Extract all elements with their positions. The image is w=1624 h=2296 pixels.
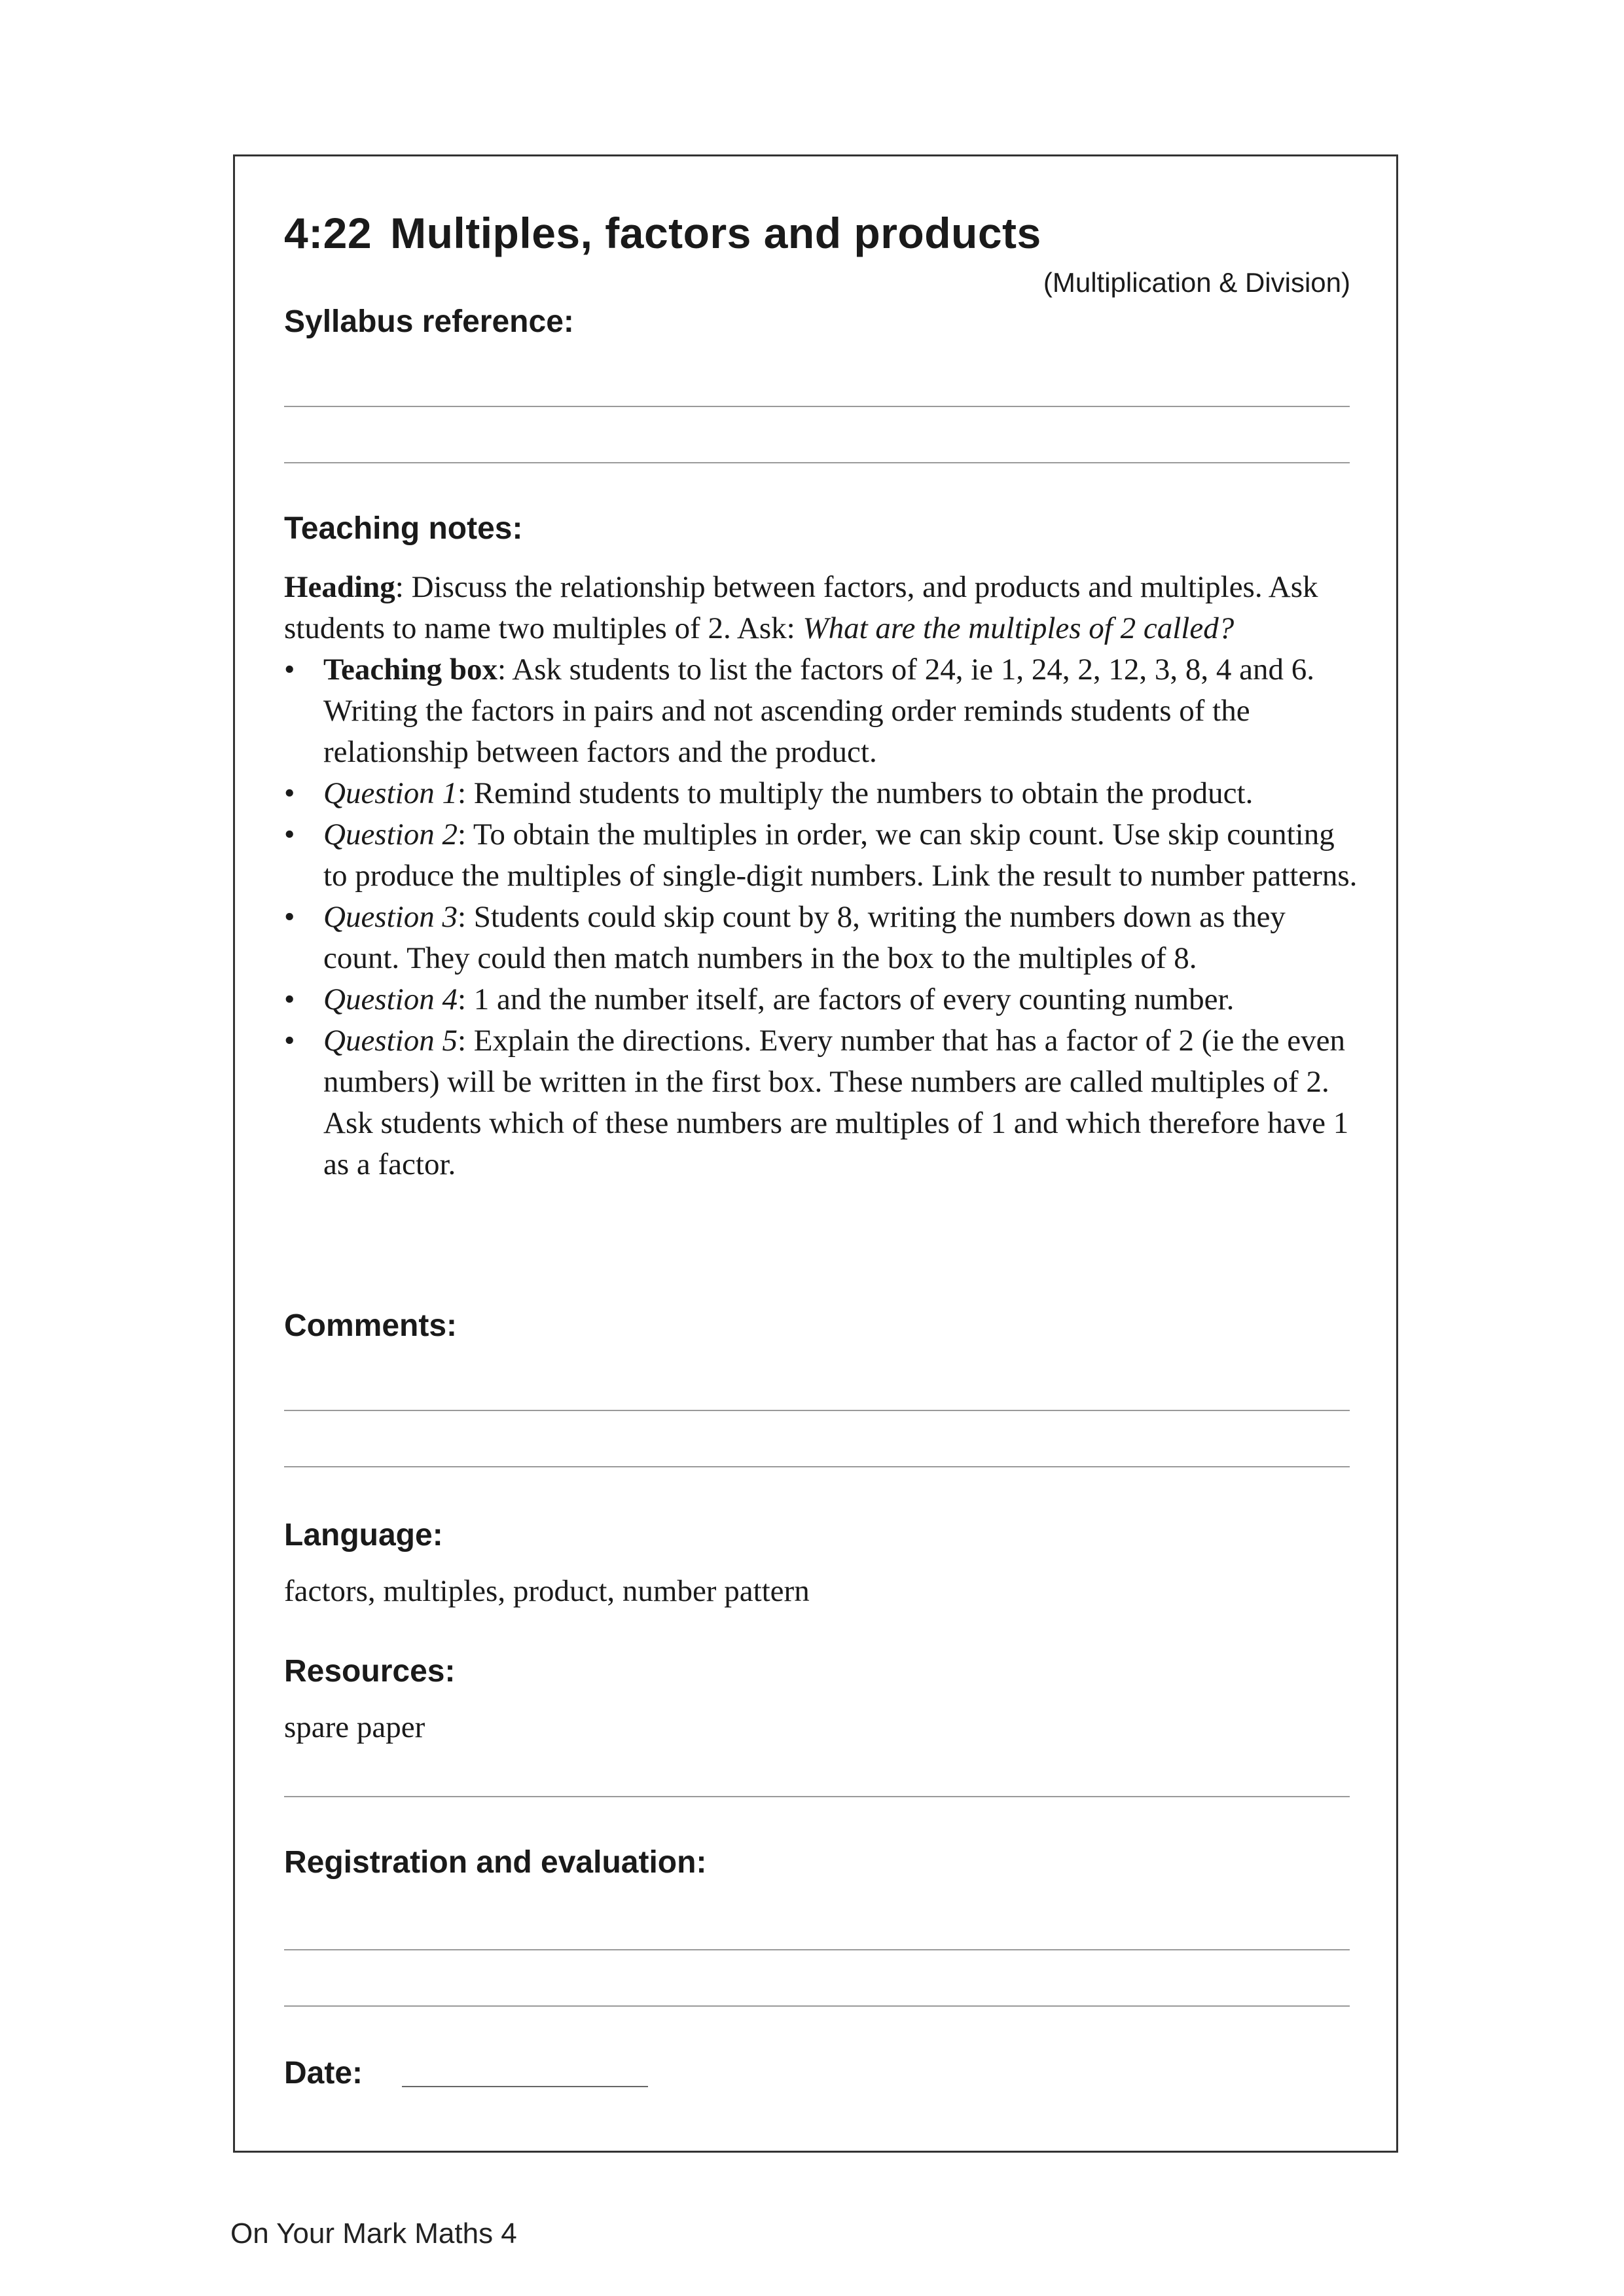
comments-line-1[interactable] — [284, 1410, 1350, 1411]
notes-intro — [284, 567, 1358, 649]
language-heading: Language: — [284, 1518, 443, 1552]
bullet-icon: • — [284, 817, 295, 852]
intro-text: : Discuss the relationship between factors, and products and multiples. Ask students to name two multiples of 2. Ask: — [284, 570, 1318, 645]
bullet-text: : 1 and the number itself, are factors of every counting number. — [457, 982, 1235, 1016]
language-text: factors, multiples, product, number pattern — [284, 1574, 810, 1608]
bullet-lead: Question 3 — [323, 900, 458, 934]
list-item — [284, 773, 1358, 814]
bullet-lead: Question 2 — [323, 817, 458, 852]
lesson-title: Multiples, factors and products — [390, 209, 1041, 257]
registration-line-2[interactable] — [284, 2005, 1350, 2007]
resources-line[interactable] — [284, 1796, 1350, 1797]
resources-heading: Resources: — [284, 1654, 456, 1689]
syllabus-line-1[interactable] — [284, 406, 1350, 407]
bullet-text: : Students could skip count by 8, writing the numbers down as they count. They could then match numbers in the box to the multiples of 8. — [323, 900, 1286, 975]
bullet-icon: • — [284, 776, 295, 810]
bullet-icon: • — [284, 653, 295, 687]
bullet-text: : Ask students to list the factors of 24, ie 1, 24, 2, 12, 3, 8, 4 and 6. Writing the factors in pairs and not ascending order reminds students of the relationship between factors and the product. — [323, 653, 1314, 769]
date-label: Date: — [284, 2056, 363, 2090]
teaching-notes-heading: Teaching notes: — [284, 511, 523, 546]
bullet-lead: Question 4 — [323, 982, 458, 1016]
bullet-icon: • — [284, 982, 295, 1016]
resources-text: spare paper — [284, 1710, 425, 1744]
comments-line-2[interactable] — [284, 1466, 1350, 1467]
teaching-notes-body — [284, 567, 1358, 1185]
list-item — [284, 979, 1358, 1020]
date-field[interactable] — [402, 2086, 648, 2087]
bullet-lead: Question 1 — [323, 776, 458, 810]
page-title — [284, 208, 1041, 258]
list-item — [284, 814, 1358, 897]
list-item — [284, 649, 1358, 773]
bullet-text: : Explain the directions. Every number that has a factor of 2 (ie the even numbers) will be written in the first box. These numbers are called multiples of 2. Ask students which of these numbers are multiples of 1 and which therefore have 1 as a factor. — [323, 1024, 1349, 1181]
strand-subtitle: (Multiplication & Division) — [1043, 267, 1350, 298]
registration-heading: Registration and evaluation: — [284, 1845, 707, 1880]
list-item — [284, 1020, 1358, 1185]
registration-line-1[interactable] — [284, 1949, 1350, 1950]
bullet-text: : Remind students to multiply the numbers to obtain the product. — [457, 776, 1254, 810]
syllabus-heading: Syllabus reference: — [284, 304, 574, 339]
syllabus-line-2[interactable] — [284, 462, 1350, 463]
list-item — [284, 897, 1358, 979]
notes-list — [284, 649, 1358, 1185]
bullet-lead: Question 5 — [323, 1024, 458, 1058]
comments-heading: Comments: — [284, 1308, 458, 1343]
bullet-lead: Teaching box — [323, 653, 497, 687]
bullet-text: : To obtain the multiples in order, we can skip count. Use skip counting to produce the multiples of single-digit numbers. Link the result to number patterns. — [323, 817, 1358, 893]
intro-question: What are the multiples of 2 called? — [803, 611, 1235, 645]
bullet-icon: • — [284, 900, 295, 934]
intro-lead: Heading — [284, 570, 395, 604]
lesson-number: 4:22 — [284, 209, 372, 257]
bullet-icon: • — [284, 1024, 295, 1058]
footer-book-title: On Your Mark Maths 4 — [230, 2217, 517, 2250]
